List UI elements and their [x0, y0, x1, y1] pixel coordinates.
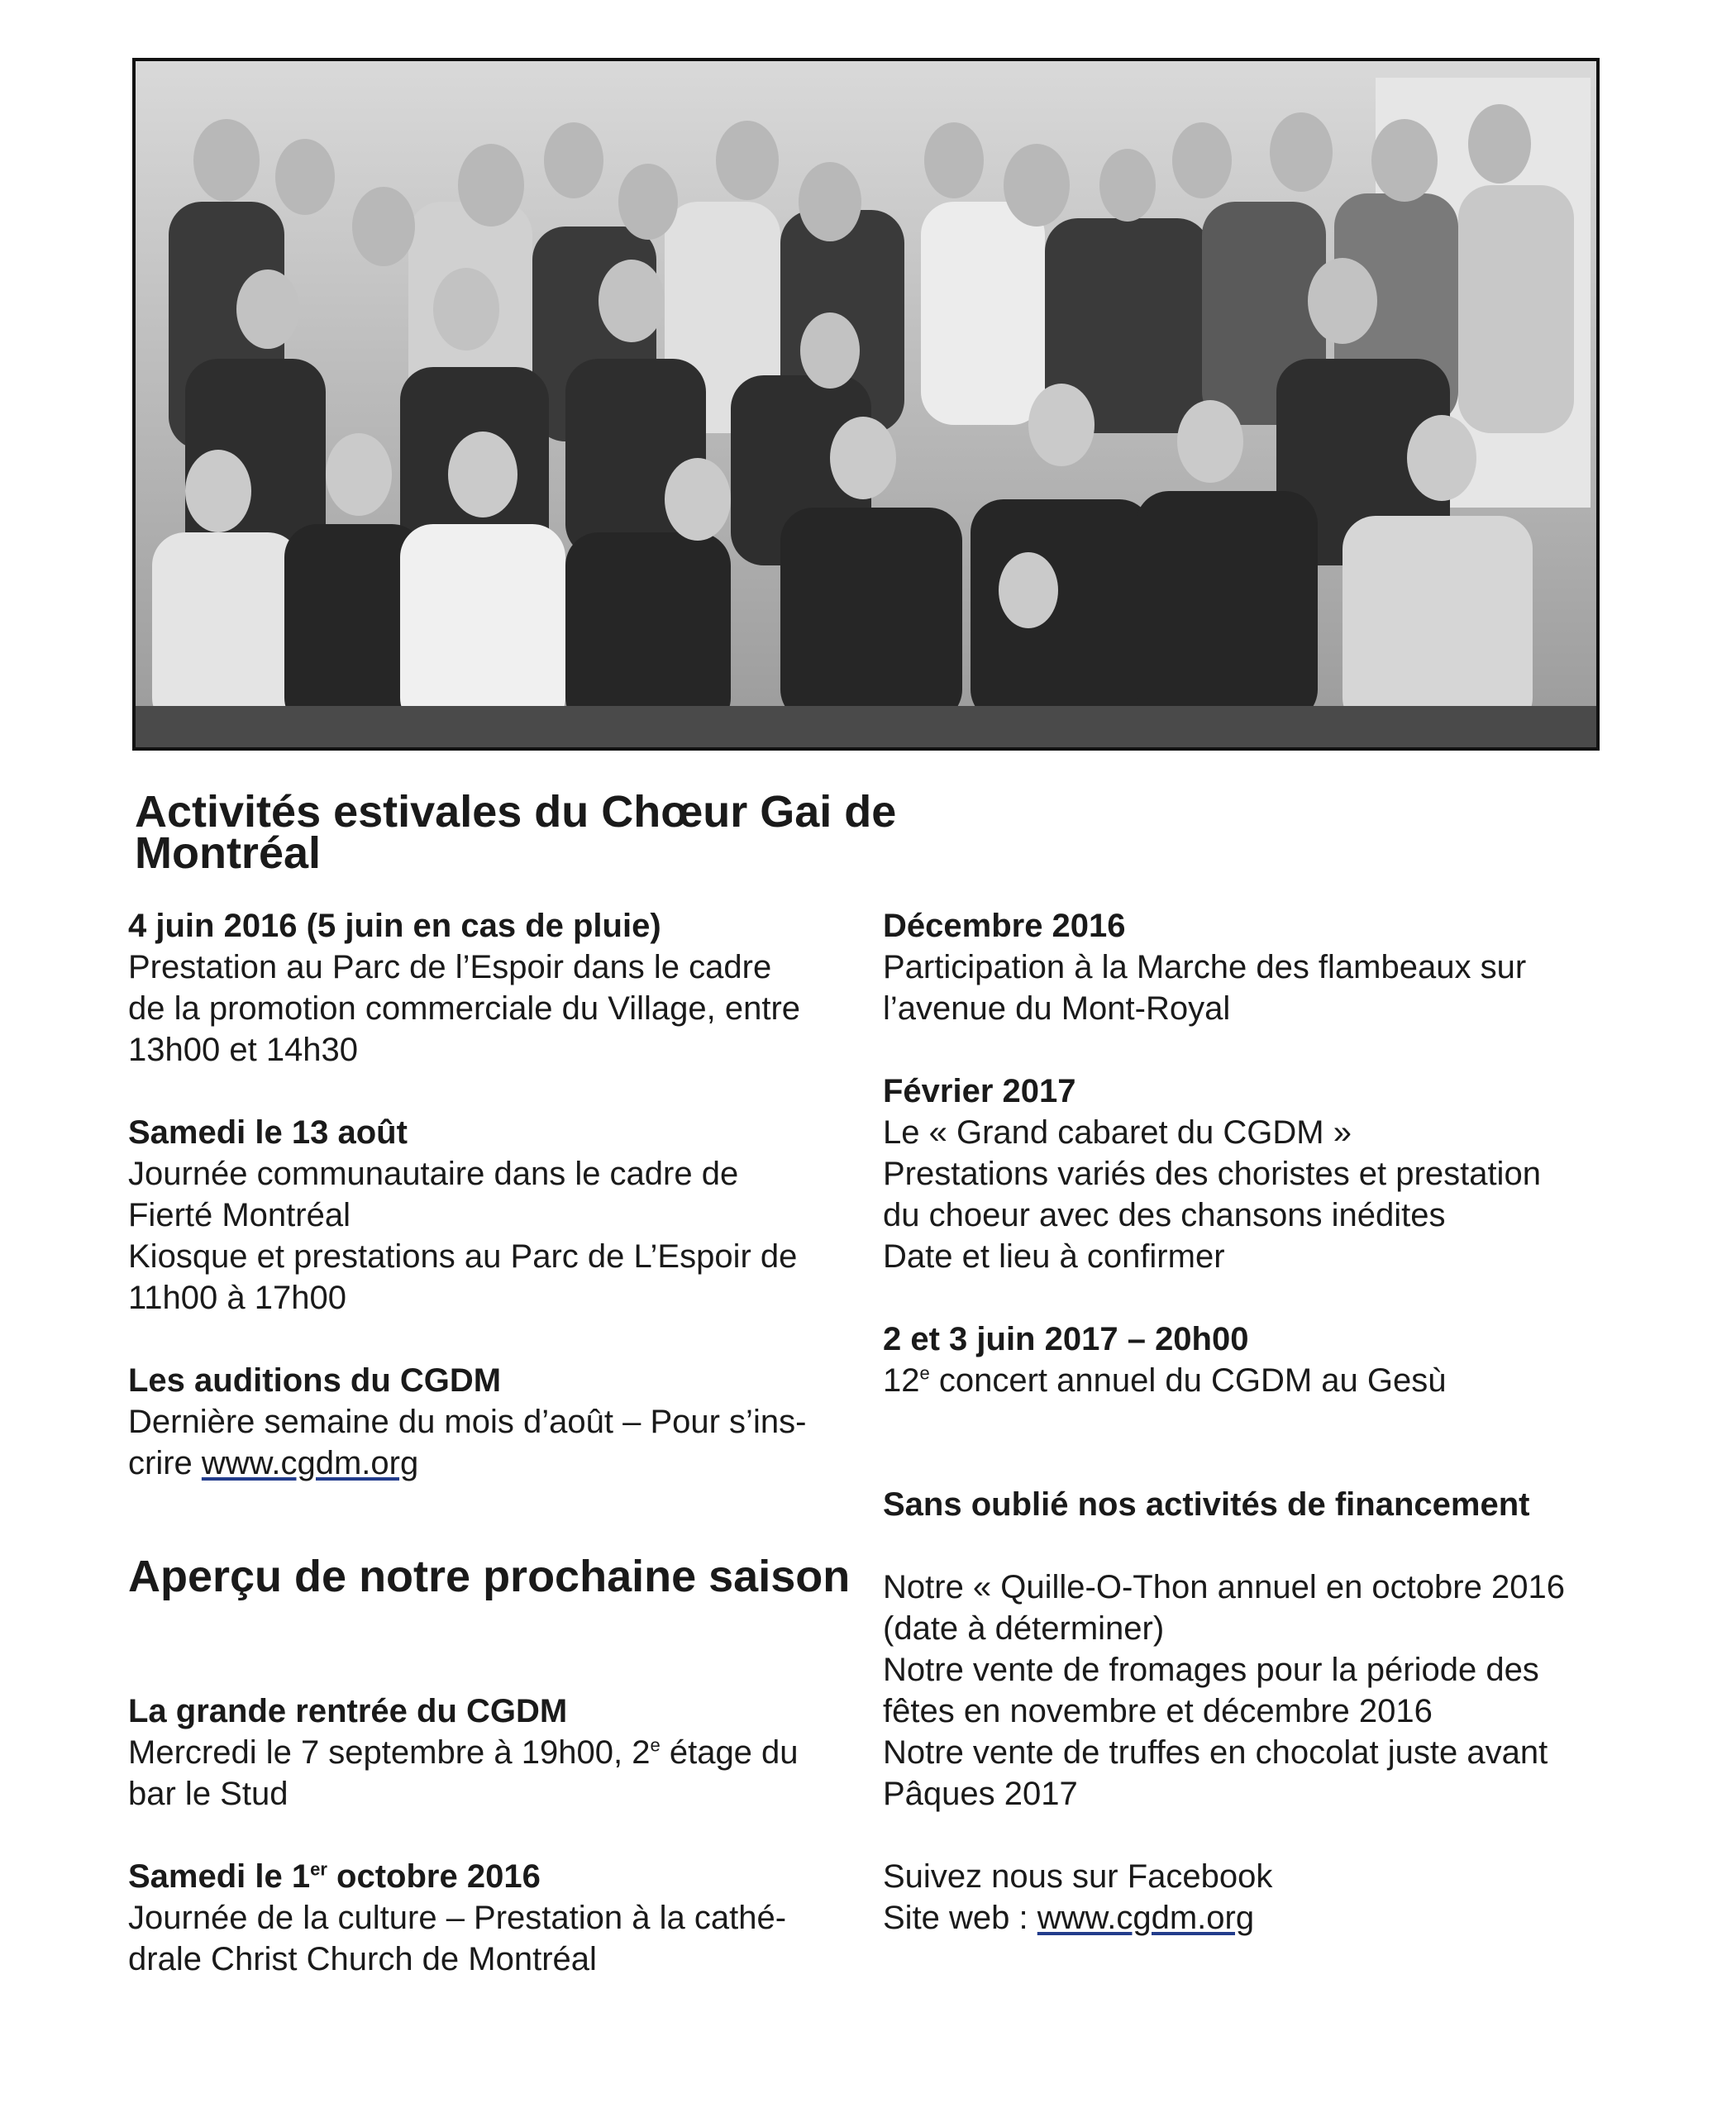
event-heading: 2 et 3 juin 2017 – 20h00 [883, 1321, 1249, 1357]
event-text: Journée communautaire dans le cadre de [128, 1156, 739, 1192]
superscript: er [310, 1858, 327, 1880]
text-part: Samedi le 1 [128, 1858, 311, 1895]
fundraising-text: fêtes en novembre et décembre 2016 [883, 1693, 1433, 1729]
event-text: du choeur avec des chansons inédites [883, 1197, 1446, 1233]
event-block [128, 1360, 856, 1484]
event-text: Fierté Montréal [128, 1197, 351, 1233]
text-part: 12 [883, 1362, 920, 1399]
event-text [128, 1732, 856, 1773]
footer-block [883, 1856, 1610, 1939]
event-heading: Décembre 2016 [883, 908, 1126, 944]
event-text: de la promotion commerciale du Village, entre [128, 990, 801, 1027]
event-block [128, 905, 856, 1071]
event-text: Kiosque et prestations au Parc de L’Espoir de [128, 1238, 798, 1275]
text-part: octobre 2016 [327, 1858, 541, 1895]
event-text: 13h00 et 14h30 [128, 1032, 359, 1068]
event-text: Dernière semaine du mois d’août – Pour s’ins- [128, 1404, 807, 1440]
event-text: Prestations variés des choristes et prestation [883, 1156, 1541, 1192]
event-text: Participation à la Marche des flambeaux sur [883, 949, 1527, 985]
event-heading: Samedi le 13 août [128, 1114, 408, 1151]
fundraising-text: (date à déterminer) [883, 1610, 1165, 1647]
superscript: e [650, 1734, 661, 1756]
event-block [883, 1319, 1610, 1401]
fundraising-text: Pâques 2017 [883, 1776, 1078, 1812]
link-prefix: crire [128, 1445, 202, 1481]
event-text: 11h00 à 17h00 [128, 1280, 346, 1316]
choir-group-photo-illustration [136, 61, 1596, 747]
event-text: bar le Stud [128, 1776, 289, 1812]
facebook-text: Suivez nous sur Facebook [883, 1858, 1273, 1895]
event-text: l’avenue du Mont-Royal [883, 990, 1231, 1027]
event-heading: La grande rentrée du CGDM [128, 1693, 568, 1729]
website-link[interactable]: www.cgdm.org [1037, 1900, 1255, 1936]
site-line [883, 1897, 1610, 1939]
text-part: Mercredi le 7 septembre à 19h00, 2 [128, 1734, 651, 1771]
right-column [883, 905, 1610, 1939]
group-photo [132, 58, 1600, 751]
event-block [883, 1071, 1610, 1277]
event-heading [128, 1856, 856, 1897]
event-text [883, 1360, 1610, 1401]
event-text: Le « Grand cabaret du CGDM » [883, 1114, 1352, 1151]
fundraising-text: Notre vente de truffes en chocolat juste avant [883, 1734, 1548, 1771]
superscript: e [919, 1362, 930, 1384]
event-text: Date et lieu à confirmer [883, 1238, 1225, 1275]
event-text [128, 1443, 856, 1484]
event-text: Prestation au Parc de l’Espoir dans le cadre [128, 949, 772, 985]
text-part: concert annuel du CGDM au Gesù [929, 1362, 1447, 1399]
site-label: Site web : [883, 1900, 1037, 1936]
season-title: Aperçu de notre prochaine saison [128, 1552, 851, 1601]
event-block [128, 1112, 856, 1319]
left-column-season [128, 1691, 856, 1980]
fundraising-block [883, 1484, 1610, 1815]
fundraising-text: Notre « Quille-O-Thon annuel en octobre 2016 [883, 1569, 1565, 1605]
event-heading: 4 juin 2016 (5 juin en cas de pluie) [128, 908, 661, 944]
event-heading: Les auditions du CGDM [128, 1362, 502, 1399]
event-text: drale Christ Church de Montréal [128, 1941, 597, 1977]
event-text: Journée de la culture – Prestation à la cathé- [128, 1900, 787, 1936]
event-heading: Février 2017 [883, 1073, 1076, 1109]
fundraising-text: Notre vente de fromages pour la période des [883, 1652, 1539, 1688]
page-title: Activités estivales du Chœur Gai de Montréal [135, 787, 897, 878]
website-link[interactable]: www.cgdm.org [201, 1445, 419, 1481]
fundraising-heading: Sans oublié nos activités de financement [883, 1486, 1530, 1523]
left-column [128, 905, 856, 1484]
text-part: étage du [660, 1734, 799, 1771]
event-block [128, 1691, 856, 1815]
event-block [883, 905, 1610, 1029]
event-block [128, 1856, 856, 1980]
